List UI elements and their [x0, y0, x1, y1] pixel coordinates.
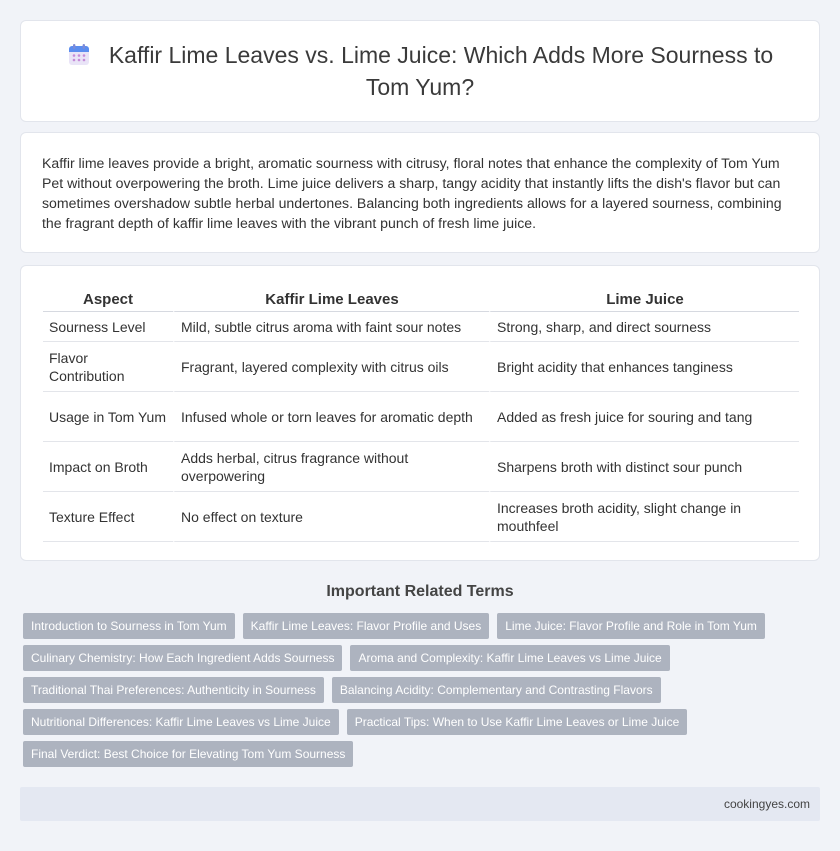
- cell-lime-juice: Strong, sharp, and direct sourness: [489, 312, 799, 342]
- cell-aspect: Texture Effect: [43, 492, 173, 542]
- table-row: [43, 442, 799, 492]
- related-term-tag[interactable]: Culinary Chemistry: How Each Ingredient Adds Sourness: [23, 645, 342, 671]
- cell-aspect: Impact on Broth: [43, 442, 173, 492]
- cell-kaffir: No effect on texture: [173, 492, 489, 542]
- cell-kaffir: Fragrant, layered complexity with citrus oils: [173, 342, 489, 392]
- table-row: [43, 342, 799, 392]
- intro-card: [20, 132, 820, 253]
- cell-kaffir: Mild, subtle citrus aroma with faint sour notes: [173, 312, 489, 342]
- intro-paragraph: Kaffir lime leaves provide a bright, aromatic sourness with citrusy, floral notes that enhance the complexity of Tom Yum Pet without overpowering the broth. Lime juice delivers a sharp, tangy acidity that instantly lifts the dish's flavor but can sometimes overshadow subtle herbal undertones. Balancing both ingredients allows for a layered sourness, combining the fragrant depth of kaffir lime leaves with the vibrant punch of fresh lime juice.: [42, 155, 782, 231]
- cell-aspect: Flavor Contribution: [43, 342, 173, 392]
- related-term-tag[interactable]: Traditional Thai Preferences: Authenticity in Sourness: [23, 677, 324, 703]
- calendar-icon: [67, 43, 91, 67]
- cell-aspect: Sourness Level: [43, 312, 173, 342]
- related-term-tag[interactable]: Introduction to Sourness in Tom Yum: [23, 613, 235, 639]
- related-terms-heading: Important Related Terms: [326, 583, 514, 600]
- cell-lime-juice: Sharpens broth with distinct sour punch: [489, 442, 799, 492]
- related-terms-list: [20, 613, 820, 773]
- comparison-table: [43, 290, 799, 542]
- cell-aspect: Usage in Tom Yum: [43, 392, 173, 442]
- page-title: [51, 39, 789, 103]
- footer: [20, 787, 820, 821]
- cell-lime-juice: Bright acidity that enhances tanginess: [489, 342, 799, 392]
- cell-kaffir: Infused whole or torn leaves for aromatic depth: [173, 392, 489, 442]
- cell-lime-juice: Increases broth acidity, slight change in mouthfeel: [489, 492, 799, 542]
- related-term-tag[interactable]: Lime Juice: Flavor Profile and Role in Tom Yum: [497, 613, 765, 639]
- related-term-tag[interactable]: Nutritional Differences: Kaffir Lime Leaves vs Lime Juice: [23, 709, 339, 735]
- related-term-tag[interactable]: Final Verdict: Best Choice for Elevating Tom Yum Sourness: [23, 741, 353, 767]
- table-header-row: [43, 290, 799, 312]
- header-kaffir: Kaffir Lime Leaves: [173, 290, 489, 312]
- related-term-tag[interactable]: Aroma and Complexity: Kaffir Lime Leaves vs Lime Juice: [350, 645, 669, 671]
- related-term-tag[interactable]: Practical Tips: When to Use Kaffir Lime Leaves or Lime Juice: [347, 709, 688, 735]
- title-card: [20, 20, 820, 122]
- header-aspect: Aspect: [43, 290, 173, 312]
- table-row: [43, 312, 799, 342]
- related-term-tag[interactable]: Kaffir Lime Leaves: Flavor Profile and Uses: [243, 613, 490, 639]
- cell-lime-juice: Added as fresh juice for souring and tang: [489, 392, 799, 442]
- related-term-tag[interactable]: Balancing Acidity: Complementary and Contrasting Flavors: [332, 677, 661, 703]
- table-row: [43, 492, 799, 542]
- footer-site-link[interactable]: cookingyes.com: [723, 797, 810, 811]
- cell-kaffir: Adds herbal, citrus fragrance without overpowering: [173, 442, 489, 492]
- page-title-text: Kaffir Lime Leaves vs. Lime Juice: Which Adds More Sourness to Tom Yum?: [108, 42, 774, 100]
- page-title-wrap: [51, 39, 789, 103]
- comparison-table-card: [20, 265, 820, 561]
- header-lime-juice: Lime Juice: [489, 290, 799, 312]
- table-row: [43, 392, 799, 442]
